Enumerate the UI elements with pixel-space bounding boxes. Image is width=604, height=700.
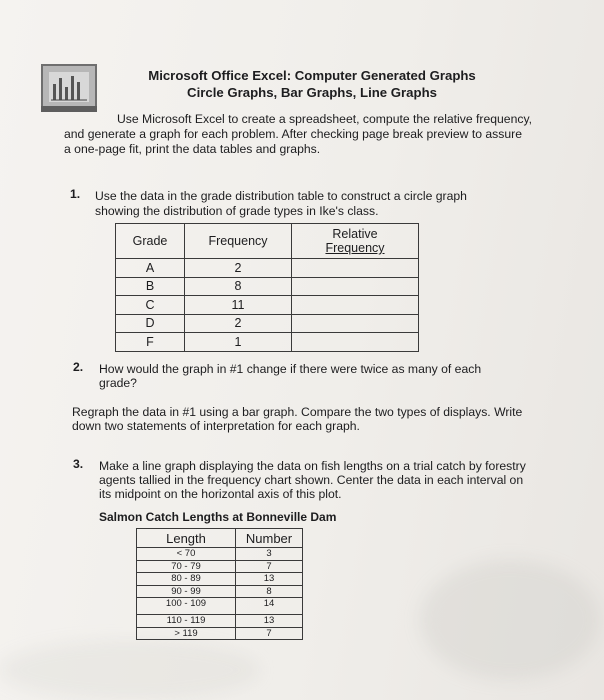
table-row [137, 573, 303, 586]
number-header: Number [236, 529, 303, 548]
question-2-line-1: How would the graph in #1 change if there were twice as many of each [99, 362, 482, 376]
question-3-number: 3. [73, 457, 84, 471]
table-row [137, 560, 303, 573]
intro-line-3: a one-page fit, print the data tables and graphs. [64, 142, 321, 156]
length-cell: 90 - 99 [137, 585, 236, 598]
table-row [137, 598, 303, 615]
length-cell: 70 - 79 [137, 560, 236, 573]
relative-frequency-cell [292, 333, 419, 352]
relative-label: Relative [332, 227, 378, 241]
grade-cell: B [116, 277, 185, 296]
length-cell: > 119 [137, 627, 236, 640]
length-cell: 100 - 109 [137, 598, 236, 615]
question-3-line-3: its midpoint on the horizontal axis of this plot. [99, 487, 342, 501]
number-cell: 7 [236, 560, 303, 573]
salmon-table-title: Salmon Catch Lengths at Bonneville Dam [99, 510, 337, 524]
table-row [116, 259, 419, 278]
question-3-line-1: Make a line graph displaying the data on fish lengths on a trial catch by forestry [99, 459, 526, 473]
number-cell: 7 [236, 627, 303, 640]
frequency-cell: 2 [185, 259, 292, 278]
question-1-number: 1. [70, 187, 81, 201]
number-cell: 13 [236, 573, 303, 586]
relative-frequency-cell [292, 296, 419, 315]
shadow-smudge [0, 640, 260, 700]
shadow-smudge [420, 560, 600, 680]
length-header: Length [137, 529, 236, 548]
table-row [116, 333, 419, 352]
intro-line-2: and generate a graph for each problem. After checking page break preview to assure [64, 127, 522, 141]
intro-line-1: Use Microsoft Excel to create a spreadsheet, compute the relative frequency, [117, 112, 533, 126]
grade-distribution-table [115, 223, 419, 352]
grade-header: Grade [116, 224, 185, 259]
number-cell: 8 [236, 585, 303, 598]
table-row [116, 296, 419, 315]
grade-cell: A [116, 259, 185, 278]
table-row [116, 314, 419, 333]
table-header-row [137, 529, 303, 548]
grade-cell: C [116, 296, 185, 315]
question-1-line-2: showing the distribution of grade types in Ike's class. [95, 204, 379, 218]
relative-frequency-cell [292, 314, 419, 333]
relative-frequency-cell [292, 259, 419, 278]
table-header-row [116, 224, 419, 259]
frequency-header: Frequency [185, 224, 292, 259]
length-cell: 110 - 119 [137, 615, 236, 628]
question-3-line-2: agents tallied in the frequency chart shown. Center the data in each interval on [99, 473, 524, 487]
regraph-line-1: Regraph the data in #1 using a bar graph. Compare the two types of displays. Write [72, 405, 523, 419]
table-row [116, 277, 419, 296]
table-row [137, 585, 303, 598]
length-cell: 80 - 89 [137, 573, 236, 586]
table-row [137, 627, 303, 640]
salmon-catch-table [136, 528, 303, 640]
frequency-cell: 1 [185, 333, 292, 352]
page-title: Microsoft Office Excel: Computer Generated Graphs [148, 68, 476, 83]
question-2-line-2: grade? [99, 376, 137, 390]
question-2-number: 2. [73, 360, 84, 374]
logo-base [41, 106, 97, 112]
grade-cell: F [116, 333, 185, 352]
page-subtitle: Circle Graphs, Bar Graphs, Line Graphs [187, 85, 437, 100]
number-cell: 3 [236, 548, 303, 561]
grade-cell: D [116, 314, 185, 333]
number-cell: 14 [236, 598, 303, 615]
table-row [137, 548, 303, 561]
regraph-line-2: down two statements of interpretation for each graph. [72, 419, 360, 433]
frequency-cell: 2 [185, 314, 292, 333]
question-1-line-1: Use the data in the grade distribution table to construct a circle graph [95, 189, 467, 203]
frequency-cell: 8 [185, 277, 292, 296]
frequency-label: Frequency [325, 241, 385, 255]
relative-frequency-header [292, 224, 419, 259]
relative-frequency-cell [292, 277, 419, 296]
frequency-cell: 11 [185, 296, 292, 315]
length-cell: < 70 [137, 548, 236, 561]
number-cell: 13 [236, 615, 303, 628]
table-row [137, 615, 303, 628]
